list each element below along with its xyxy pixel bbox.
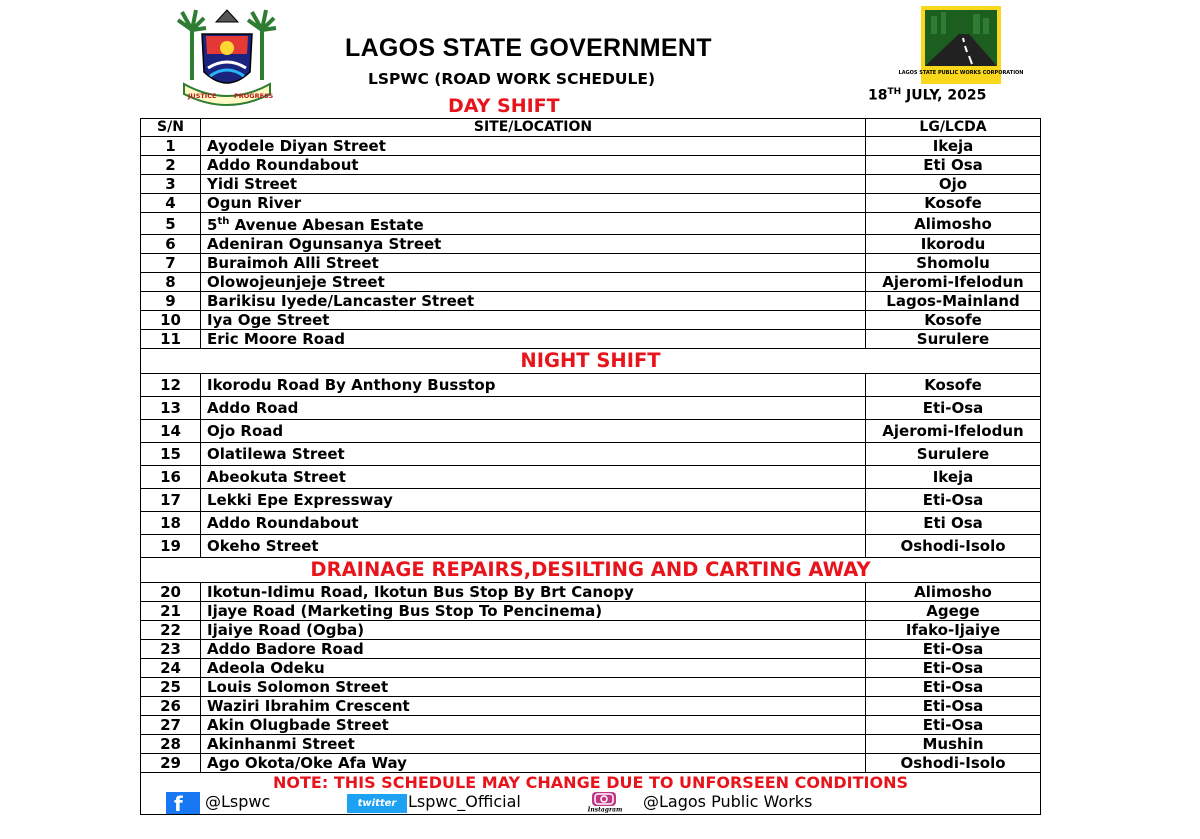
row-site: Olatilewa Street: [201, 443, 866, 466]
row-sn: 20: [141, 583, 201, 602]
row-lg: Eti-Osa: [866, 659, 1041, 678]
table-row: [141, 621, 1041, 640]
table-row: [141, 330, 1041, 349]
row-site: 5th Avenue Abesan Estate: [201, 213, 866, 235]
row-lg: Ajeromi-Ifelodun: [866, 420, 1041, 443]
row-site: Yidi Street: [201, 175, 866, 194]
table-row: [141, 273, 1041, 292]
row-lg: Alimosho: [866, 213, 1041, 235]
row-sn: 7: [141, 254, 201, 273]
row-site: Addo Badore Road: [201, 640, 866, 659]
page-subtitle: LSPWC (ROAD WORK SCHEDULE): [368, 70, 656, 88]
row-site: Buraimoh Alli Street: [201, 254, 866, 273]
row-site: Akin Olugbade Street: [201, 716, 866, 735]
row-site: Okeho Street: [201, 535, 866, 558]
row-sn: 13: [141, 397, 201, 420]
table-row: [141, 535, 1041, 558]
lspwc-logo: [898, 6, 1024, 84]
row-lg: Ikeja: [866, 137, 1041, 156]
table-row: [141, 512, 1041, 535]
row-site: Abeokuta Street: [201, 466, 866, 489]
row-site: Iya Oge Street: [201, 311, 866, 330]
table-row: [141, 583, 1041, 602]
row-sn: 16: [141, 466, 201, 489]
row-lg: Ajeromi-Ifelodun: [866, 273, 1041, 292]
table-row: [141, 640, 1041, 659]
row-sn: 22: [141, 621, 201, 640]
table-row: [141, 175, 1041, 194]
row-lg: Eti-Osa: [866, 397, 1041, 420]
night-shift-section-title: NIGHT SHIFT: [141, 349, 1041, 374]
instagram-icon-label: Instagram: [587, 806, 623, 814]
drainage-section: [141, 558, 1041, 583]
table-row: [141, 602, 1041, 621]
row-lg: Kosofe: [866, 311, 1041, 330]
road-work-schedule-table: [140, 118, 1041, 815]
table-row: [141, 254, 1041, 273]
row-site: Addo Roundabout: [201, 156, 866, 175]
row-lg: Oshodi-Isolo: [866, 535, 1041, 558]
row-lg: Ikeja: [866, 466, 1041, 489]
row-sn: 8: [141, 273, 201, 292]
instagram-handle[interactable]: @Lagos Public Works: [643, 792, 813, 811]
row-lg: Eti Osa: [866, 512, 1041, 535]
table-row: [141, 754, 1041, 773]
row-lg: Eti-Osa: [866, 697, 1041, 716]
row-site: Olowojeunjeje Street: [201, 273, 866, 292]
row-site: Ijaye Road (Marketing Bus Stop To Pencinema): [201, 602, 866, 621]
row-sn: 3: [141, 175, 201, 194]
palm-tree-left-icon: [178, 10, 206, 80]
twitter-handle[interactable]: Lspwc_Official: [408, 792, 521, 811]
page-title: LAGOS STATE GOVERNMENT: [345, 34, 712, 62]
row-site: Ijaiye Road (Ogba): [201, 621, 866, 640]
row-site: Eric Moore Road: [201, 330, 866, 349]
table-row: [141, 292, 1041, 311]
row-sn: 26: [141, 697, 201, 716]
column-header-lg: LG/LCDA: [866, 119, 1041, 137]
row-sn: 4: [141, 194, 201, 213]
table-row: [141, 213, 1041, 235]
table-row: [141, 697, 1041, 716]
row-sn: 18: [141, 512, 201, 535]
row-lg: Eti-Osa: [866, 640, 1041, 659]
lagos-coat-of-arms-logo: [178, 8, 276, 114]
svg-text:LAGOS STATE PUBLIC WORKS CORPO: LAGOS STATE PUBLIC WORKS CORPORATION: [898, 70, 1024, 76]
row-sn: 1: [141, 137, 201, 156]
row-sn: 25: [141, 678, 201, 697]
row-site: Addo Road: [201, 397, 866, 420]
table-row: [141, 659, 1041, 678]
table-row: [141, 420, 1041, 443]
table-row: [141, 311, 1041, 330]
row-site: Adeola Odeku: [201, 659, 866, 678]
table-row: [141, 489, 1041, 512]
row-lg: Ifako-Ijaiye: [866, 621, 1041, 640]
table-row: [141, 137, 1041, 156]
row-site: Ayodele Diyan Street: [201, 137, 866, 156]
schedule-note: NOTE: THIS SCHEDULE MAY CHANGE DUE TO UNFORSEEN CONDITIONS: [141, 773, 1041, 793]
row-lg: Alimosho: [866, 583, 1041, 602]
table-row: [141, 716, 1041, 735]
row-sn: 17: [141, 489, 201, 512]
row-lg: Eti-Osa: [866, 716, 1041, 735]
row-sn: 6: [141, 235, 201, 254]
facebook-handle[interactable]: @Lspwc: [205, 792, 271, 811]
row-sn: 14: [141, 420, 201, 443]
row-sn: 28: [141, 735, 201, 754]
svg-text:JUSTICE: JUSTICE: [188, 92, 217, 100]
table-row: [141, 194, 1041, 213]
day-shift-heading: DAY SHIFT: [448, 95, 560, 117]
table-row: [141, 466, 1041, 489]
row-site: Akinhanmi Street: [201, 735, 866, 754]
row-lg: Agege: [866, 602, 1041, 621]
row-lg: Eti Osa: [866, 156, 1041, 175]
row-lg: Lagos-Mainland: [866, 292, 1041, 311]
column-header-site: SITE/LOCATION: [201, 119, 866, 137]
schedule-date: 18TH JULY, 2025: [868, 87, 987, 104]
row-lg: Eti-Osa: [866, 678, 1041, 697]
row-lg: Shomolu: [866, 254, 1041, 273]
social-wrap: [141, 792, 1040, 814]
table-row: [141, 397, 1041, 420]
facebook-icon[interactable]: f: [166, 792, 200, 814]
row-lg: Kosofe: [866, 374, 1041, 397]
note-row: [141, 773, 1041, 793]
row-lg: Ojo: [866, 175, 1041, 194]
row-sn: 21: [141, 602, 201, 621]
row-site: Ikotun-Idimu Road, Ikotun Bus Stop By Brt Canopy: [201, 583, 866, 602]
drainage-section-title: DRAINAGE REPAIRS,DESILTING AND CARTING AWAY: [141, 558, 1041, 583]
row-site: Adeniran Ogunsanya Street: [201, 235, 866, 254]
row-sn: 10: [141, 311, 201, 330]
palm-tree-right-icon: [248, 10, 276, 80]
social-links: [141, 792, 1041, 815]
row-site: Waziri Ibrahim Crescent: [201, 697, 866, 716]
row-lg: Surulere: [866, 443, 1041, 466]
table-row: [141, 443, 1041, 466]
row-site: Lekki Epe Expressway: [201, 489, 866, 512]
row-lg: Oshodi-Isolo: [866, 754, 1041, 773]
row-lg: Eti-Osa: [866, 489, 1041, 512]
table-row: [141, 235, 1041, 254]
instagram-icon[interactable]: [574, 792, 636, 812]
row-lg: Ikorodu: [866, 235, 1041, 254]
row-sn: 11: [141, 330, 201, 349]
table-header-row: [141, 119, 1041, 137]
row-lg: Kosofe: [866, 194, 1041, 213]
row-lg: Mushin: [866, 735, 1041, 754]
table-row: [141, 374, 1041, 397]
row-site: Addo Roundabout: [201, 512, 866, 535]
row-sn: 2: [141, 156, 201, 175]
row-sn: 12: [141, 374, 201, 397]
row-site: Ojo Road: [201, 420, 866, 443]
row-sn: 24: [141, 659, 201, 678]
table-row: [141, 678, 1041, 697]
row-site: Barikisu Iyede/Lancaster Street: [201, 292, 866, 311]
table-row: [141, 735, 1041, 754]
row-site: Ogun River: [201, 194, 866, 213]
row-sn: 23: [141, 640, 201, 659]
row-site: Ikorodu Road By Anthony Busstop: [201, 374, 866, 397]
row-site: Ago Okota/Oke Afa Way: [201, 754, 866, 773]
twitter-icon[interactable]: twitter: [347, 794, 407, 813]
row-sn: 29: [141, 754, 201, 773]
row-site: Louis Solomon Street: [201, 678, 866, 697]
column-header-sn: S/N: [141, 119, 201, 137]
svg-text:PROGRESS: PROGRESS: [234, 92, 274, 100]
night-shift-section: [141, 349, 1041, 374]
row-sn: 27: [141, 716, 201, 735]
social-row: [141, 792, 1041, 815]
row-sn: 9: [141, 292, 201, 311]
table-row: [141, 156, 1041, 175]
row-lg: Surulere: [866, 330, 1041, 349]
row-sn: 5: [141, 213, 201, 235]
row-sn: 19: [141, 535, 201, 558]
row-sn: 15: [141, 443, 201, 466]
